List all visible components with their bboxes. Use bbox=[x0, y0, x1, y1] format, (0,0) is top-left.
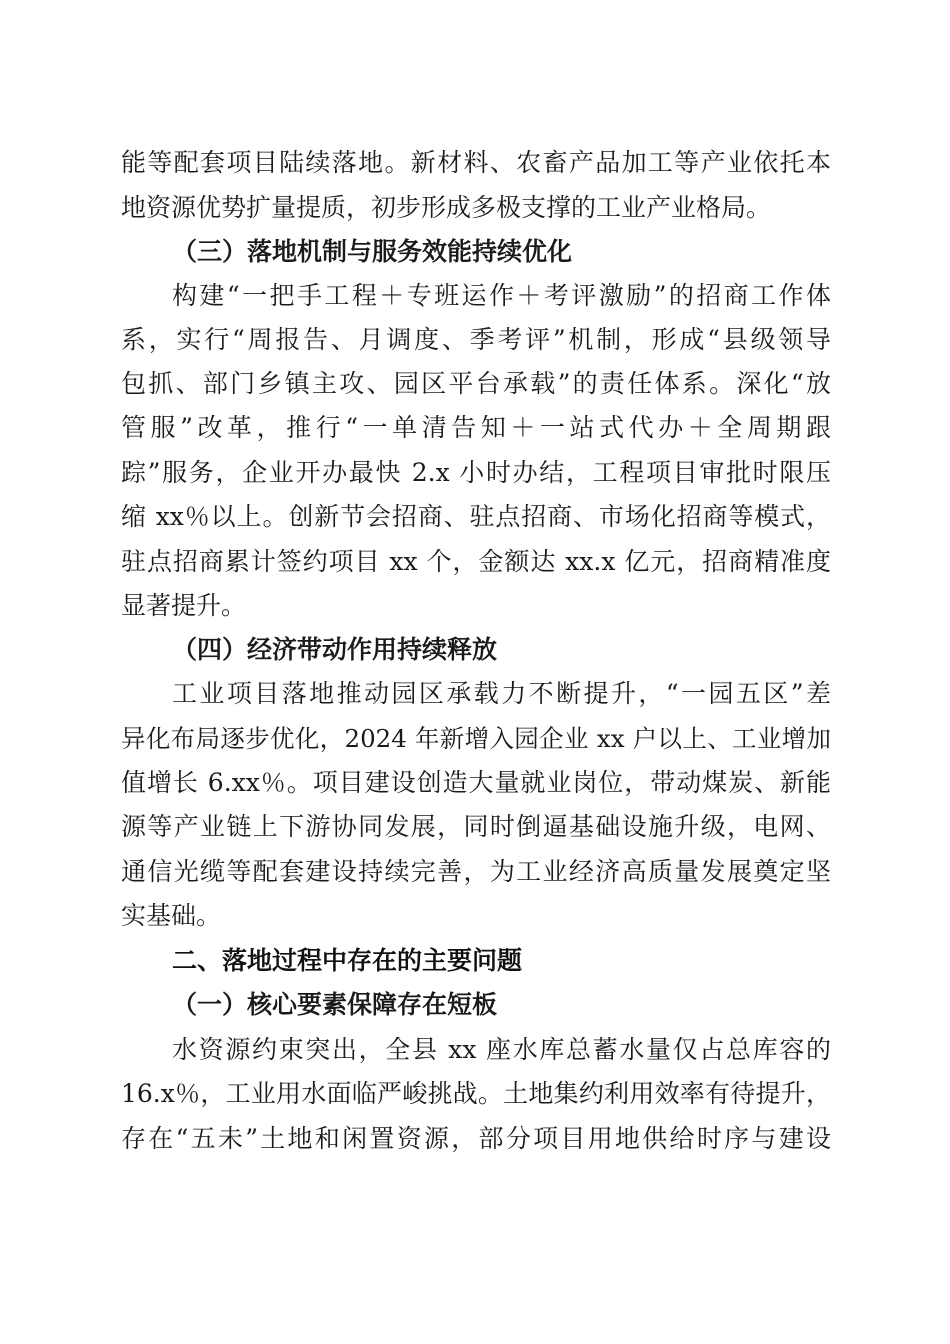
section-4-heading: （四）经济带动作用持续释放 bbox=[172, 635, 498, 664]
section-4-line-6: 实基础。 bbox=[121, 901, 222, 930]
section-3-line-6: 缩 xx％以上。创新节会招商、驻点招商、市场化招商等模式， bbox=[121, 502, 831, 531]
section-3-line-4: 管服”改革，推行“一单清告知＋一站式代办＋全周期跟 bbox=[121, 413, 831, 442]
intro-line-1: 能等配套项目陆续落地。新材料、农畜产品加工等产业依托本 bbox=[121, 148, 831, 177]
section-4-line-2: 异化布局逐步优化，2024 年新增入园企业 xx 户以上、工业增加 bbox=[121, 724, 831, 753]
section-3-line-1: 构建“一把手工程＋专班运作＋考评激励”的招商工作体 bbox=[172, 281, 831, 310]
section-3-line-2: 系，实行“周报告、月调度、季考评”机制，形成“县级领导 bbox=[121, 325, 831, 354]
intro-line-2: 地资源优势扩量提质，初步形成多极支撑的工业产业格局。 bbox=[121, 193, 772, 222]
part-2-sub-1-heading: （一）核心要素保障存在短板 bbox=[172, 990, 498, 1019]
section-3-line-7: 驻点招商累计签约项目 xx 个，金额达 xx.x 亿元，招商精准度 bbox=[121, 547, 831, 576]
part-2-sub-1-line-2: 16.x％，工业用水面临严峻挑战。土地集约利用效率有待提升， bbox=[121, 1079, 831, 1108]
section-3-line-5: 踪”服务，企业开办最快 2.x 小时办结，工程项目审批时限压 bbox=[121, 458, 831, 487]
section-4-line-5: 通信光缆等配套建设持续完善，为工业经济高质量发展奠定坚 bbox=[121, 857, 831, 886]
section-4-line-3: 值增长 6.xx％。项目建设创造大量就业岗位，带动煤炭、新能 bbox=[121, 768, 831, 797]
section-4-line-1: 工业项目落地推动园区承载力不断提升，“一园五区”差 bbox=[172, 679, 831, 708]
section-3-line-8: 显著提升。 bbox=[121, 591, 247, 620]
section-4-line-4: 源等产业链上下游协同发展，同时倒逼基础设施升级，电网、 bbox=[121, 812, 831, 841]
part-2-heading: 二、落地过程中存在的主要问题 bbox=[172, 946, 523, 975]
part-2-sub-1-line-3: 存在“五未”土地和闲置资源，部分项目用地供给时序与建设 bbox=[121, 1124, 831, 1153]
section-3-line-3: 包抓、部门乡镇主攻、园区平台承载”的责任体系。深化“放 bbox=[121, 369, 831, 398]
part-2-sub-1-line-1: 水资源约束突出，全县 xx 座水库总蓄水量仅占总库容的 bbox=[172, 1035, 831, 1064]
section-3-heading: （三）落地机制与服务效能持续优化 bbox=[172, 237, 573, 266]
